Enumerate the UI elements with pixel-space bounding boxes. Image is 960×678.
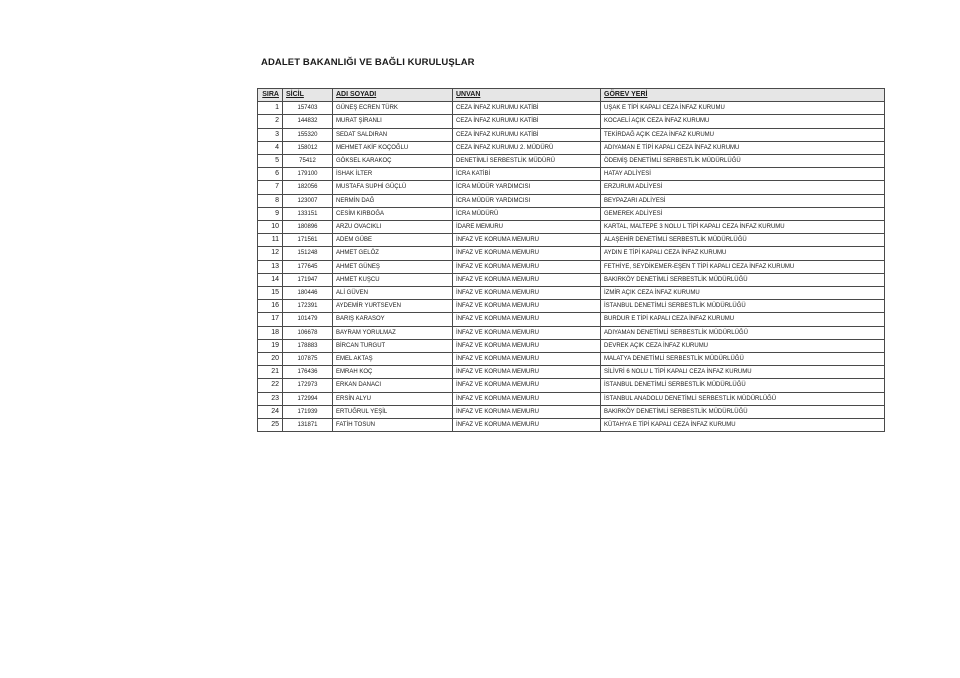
cell-sira: 17 — [258, 313, 283, 326]
cell-gorev-yeri: MALATYA DENETİMLİ SERBESTLİK MÜDÜRLÜĞÜ — [601, 353, 885, 366]
cell-gorev-yeri: İZMİR AÇIK CEZA İNFAZ KURUMU — [601, 287, 885, 300]
cell-unvan: İNFAZ VE KORUMA MEMURU — [453, 234, 601, 247]
cell-sicil: 171939 — [283, 405, 333, 418]
cell-sicil: 101479 — [283, 313, 333, 326]
cell-unvan: İNFAZ VE KORUMA MEMURU — [453, 419, 601, 432]
cell-adi-soyadi: BARIŞ KARASOY — [333, 313, 453, 326]
cell-gorev-yeri: ÖDEMİŞ DENETİMLİ SERBESTLİK MÜDÜRLÜĞÜ — [601, 155, 885, 168]
cell-adi-soyadi: NERMİN DAĞ — [333, 194, 453, 207]
header-sira: SIRA — [258, 89, 283, 102]
cell-sira: 18 — [258, 326, 283, 339]
cell-gorev-yeri: KARTAL, MALTEPE 3 NOLU L TİPİ KAPALI CEZA İNFAZ KURUMU — [601, 221, 885, 234]
table-row — [258, 181, 885, 194]
cell-unvan: İNFAZ VE KORUMA MEMURU — [453, 326, 601, 339]
cell-gorev-yeri: FETHİYE, SEYDİKEMER-EŞEN T TİPİ KAPALI CEZA İNFAZ KURUMU — [601, 260, 885, 273]
table-row — [258, 207, 885, 220]
cell-adi-soyadi: BİRCAN TURGUT — [333, 339, 453, 352]
cell-sicil: 182056 — [283, 181, 333, 194]
cell-unvan: İNFAZ VE KORUMA MEMURU — [453, 273, 601, 286]
cell-adi-soyadi: ADEM GÜBE — [333, 234, 453, 247]
cell-sira: 10 — [258, 221, 283, 234]
personnel-table — [257, 88, 885, 432]
cell-sicil: 180896 — [283, 221, 333, 234]
cell-sicil: 157403 — [283, 102, 333, 115]
cell-adi-soyadi: ERKAN DANACI — [333, 379, 453, 392]
cell-adi-soyadi: ARZU OVACIKLI — [333, 221, 453, 234]
cell-gorev-yeri: ERZURUM ADLİYESİ — [601, 181, 885, 194]
table-row — [258, 419, 885, 432]
cell-sicil: 75412 — [283, 155, 333, 168]
cell-unvan: İCRA MÜDÜR YARDIMCISI — [453, 181, 601, 194]
cell-gorev-yeri: BURDUR E TİPİ KAPALI CEZA İNFAZ KURUMU — [601, 313, 885, 326]
cell-sira: 21 — [258, 366, 283, 379]
cell-unvan: İCRA MÜDÜRÜ — [453, 207, 601, 220]
cell-adi-soyadi: BAYRAM YORULMAZ — [333, 326, 453, 339]
cell-gorev-yeri: İSTANBUL ANADOLU DENETİMLİ SERBESTLİK MÜDÜRLÜĞÜ — [601, 392, 885, 405]
cell-unvan: CEZA İNFAZ KURUMU KATİBİ — [453, 115, 601, 128]
table-row — [258, 128, 885, 141]
cell-sira: 16 — [258, 300, 283, 313]
cell-gorev-yeri: ALAŞEHİR DENETİMLİ SERBESTLİK MÜDÜRLÜĞÜ — [601, 234, 885, 247]
table-row — [258, 194, 885, 207]
cell-gorev-yeri: UŞAK E TİPİ KAPALI CEZA İNFAZ KURUMU — [601, 102, 885, 115]
table-header-row — [258, 89, 885, 102]
cell-gorev-yeri: KOCAELİ AÇIK CEZA İNFAZ KURUMU — [601, 115, 885, 128]
cell-sicil: 107875 — [283, 353, 333, 366]
cell-unvan: İNFAZ VE KORUMA MEMURU — [453, 405, 601, 418]
cell-adi-soyadi: ERSİN ALYU — [333, 392, 453, 405]
cell-gorev-yeri: ADIYAMAN DENETİMLİ SERBESTLİK MÜDÜRLÜĞÜ — [601, 326, 885, 339]
cell-adi-soyadi: AYDEMİR YURTSEVEN — [333, 300, 453, 313]
cell-unvan: CEZA İNFAZ KURUMU KATİBİ — [453, 128, 601, 141]
cell-sira: 9 — [258, 207, 283, 220]
cell-sicil: 131871 — [283, 419, 333, 432]
cell-sicil: 151248 — [283, 247, 333, 260]
cell-sicil: 171947 — [283, 273, 333, 286]
cell-sicil: 171561 — [283, 234, 333, 247]
cell-gorev-yeri: SİLİVRİ 6 NOLU L TİPİ KAPALI CEZA İNFAZ KURUMU — [601, 366, 885, 379]
table-row — [258, 392, 885, 405]
cell-gorev-yeri: BAKIRKÖY DENETİMLİ SERBESTLİK MÜDÜRLÜĞÜ — [601, 405, 885, 418]
table-row — [258, 115, 885, 128]
table-row — [258, 260, 885, 273]
cell-unvan: İCRA MÜDÜR YARDIMCISI — [453, 194, 601, 207]
cell-sicil: 176436 — [283, 366, 333, 379]
cell-adi-soyadi: EMRAH KOÇ — [333, 366, 453, 379]
cell-gorev-yeri: GEMEREK ADLİYESİ — [601, 207, 885, 220]
cell-sicil: 158012 — [283, 141, 333, 154]
cell-adi-soyadi: MEHMET AKİF KOÇOĞLU — [333, 141, 453, 154]
cell-gorev-yeri: İSTANBUL DENETİMLİ SERBESTLİK MÜDÜRLÜĞÜ — [601, 300, 885, 313]
cell-gorev-yeri: AYDIN E TİPİ KAPALI CEZA İNFAZ KURUMU — [601, 247, 885, 260]
table-row — [258, 221, 885, 234]
cell-unvan: CEZA İNFAZ KURUMU 2. MÜDÜRÜ — [453, 141, 601, 154]
cell-adi-soyadi: SEDAT SALDIRAN — [333, 128, 453, 141]
cell-sira: 19 — [258, 339, 283, 352]
table-row — [258, 273, 885, 286]
cell-adi-soyadi: İSHAK İLTER — [333, 168, 453, 181]
table-row — [258, 155, 885, 168]
document-title: ADALET BAKANLIĞI VE BAĞLI KURULUŞLAR — [261, 57, 475, 68]
cell-sira: 1 — [258, 102, 283, 115]
cell-sicil: 172994 — [283, 392, 333, 405]
cell-gorev-yeri: DEVREK AÇIK CEZA İNFAZ KURUMU — [601, 339, 885, 352]
table-row — [258, 366, 885, 379]
cell-sira: 12 — [258, 247, 283, 260]
cell-adi-soyadi: AHMET GÜNEŞ — [333, 260, 453, 273]
cell-gorev-yeri: TEKİRDAĞ AÇIK CEZA İNFAZ KURUMU — [601, 128, 885, 141]
cell-sicil: 172973 — [283, 379, 333, 392]
cell-gorev-yeri: İSTANBUL DENETİMLİ SERBESTLİK MÜDÜRLÜĞÜ — [601, 379, 885, 392]
table-row — [258, 102, 885, 115]
cell-sira: 24 — [258, 405, 283, 418]
cell-sira: 11 — [258, 234, 283, 247]
cell-adi-soyadi: GÜNEŞ ECREN TÜRK — [333, 102, 453, 115]
cell-adi-soyadi: EMEL AKTAŞ — [333, 353, 453, 366]
table-row — [258, 405, 885, 418]
cell-sira: 4 — [258, 141, 283, 154]
cell-unvan: İNFAZ VE KORUMA MEMURU — [453, 366, 601, 379]
cell-sira: 25 — [258, 419, 283, 432]
cell-gorev-yeri: HATAY ADLİYESİ — [601, 168, 885, 181]
table-row — [258, 379, 885, 392]
cell-gorev-yeri: ADIYAMAN E TİPİ KAPALI CEZA İNFAZ KURUMU — [601, 141, 885, 154]
cell-unvan: CEZA İNFAZ KURUMU KATİBİ — [453, 102, 601, 115]
cell-sicil: 177645 — [283, 260, 333, 273]
cell-unvan: İCRA KATİBİ — [453, 168, 601, 181]
cell-adi-soyadi: CESİM KIRBOĞA — [333, 207, 453, 220]
cell-adi-soyadi: ALİ GÜVEN — [333, 287, 453, 300]
cell-sira: 15 — [258, 287, 283, 300]
cell-gorev-yeri: KÜTAHYA E TİPİ KAPALI CEZA İNFAZ KURUMU — [601, 419, 885, 432]
cell-sira: 3 — [258, 128, 283, 141]
table-row — [258, 313, 885, 326]
cell-adi-soyadi: GÖKSEL KARAKOÇ — [333, 155, 453, 168]
cell-unvan: İNFAZ VE KORUMA MEMURU — [453, 339, 601, 352]
cell-unvan: İNFAZ VE KORUMA MEMURU — [453, 353, 601, 366]
cell-unvan: İNFAZ VE KORUMA MEMURU — [453, 300, 601, 313]
cell-unvan: DENETİMLİ SERBESTLİK MÜDÜRÜ — [453, 155, 601, 168]
cell-sicil: 172391 — [283, 300, 333, 313]
cell-sicil: 179100 — [283, 168, 333, 181]
table-row — [258, 300, 885, 313]
cell-unvan: İDARE MEMURU — [453, 221, 601, 234]
cell-adi-soyadi: AHMET GELÖZ — [333, 247, 453, 260]
cell-unvan: İNFAZ VE KORUMA MEMURU — [453, 287, 601, 300]
cell-sira: 5 — [258, 155, 283, 168]
table-row — [258, 339, 885, 352]
cell-sira: 7 — [258, 181, 283, 194]
cell-adi-soyadi: ERTUĞRUL YEŞİL — [333, 405, 453, 418]
header-unvan: UNVAN — [453, 89, 601, 102]
cell-sicil: 144832 — [283, 115, 333, 128]
table-row — [258, 287, 885, 300]
cell-sira: 14 — [258, 273, 283, 286]
cell-sicil: 133151 — [283, 207, 333, 220]
cell-sira: 8 — [258, 194, 283, 207]
cell-unvan: İNFAZ VE KORUMA MEMURU — [453, 260, 601, 273]
cell-unvan: İNFAZ VE KORUMA MEMURU — [453, 313, 601, 326]
table-row — [258, 247, 885, 260]
cell-unvan: İNFAZ VE KORUMA MEMURU — [453, 379, 601, 392]
cell-sicil: 123007 — [283, 194, 333, 207]
cell-sira: 13 — [258, 260, 283, 273]
cell-adi-soyadi: FATİH TOSUN — [333, 419, 453, 432]
cell-gorev-yeri: BAKIRKÖY DENETİMLİ SERBESTLİK MÜDÜRLÜĞÜ — [601, 273, 885, 286]
cell-adi-soyadi: MURAT ŞİRANLI — [333, 115, 453, 128]
cell-sira: 23 — [258, 392, 283, 405]
cell-sira: 2 — [258, 115, 283, 128]
cell-unvan: İNFAZ VE KORUMA MEMURU — [453, 392, 601, 405]
table-row — [258, 141, 885, 154]
cell-sicil: 178883 — [283, 339, 333, 352]
table-row — [258, 168, 885, 181]
cell-sicil: 155320 — [283, 128, 333, 141]
cell-sira: 22 — [258, 379, 283, 392]
header-gorev-yeri: GÖREV YERİ — [601, 89, 885, 102]
table-row — [258, 353, 885, 366]
table-body — [258, 102, 885, 432]
cell-sira: 6 — [258, 168, 283, 181]
cell-adi-soyadi: MUSTAFA SUPHİ GÜÇLÜ — [333, 181, 453, 194]
cell-gorev-yeri: BEYPAZARI ADLİYESİ — [601, 194, 885, 207]
cell-sira: 20 — [258, 353, 283, 366]
header-sicil: SİCİL — [283, 89, 333, 102]
cell-adi-soyadi: AHMET KUŞCU — [333, 273, 453, 286]
cell-unvan: İNFAZ VE KORUMA MEMURU — [453, 247, 601, 260]
cell-sicil: 106678 — [283, 326, 333, 339]
header-adi-soyadi: ADI SOYADI — [333, 89, 453, 102]
table-row — [258, 234, 885, 247]
table-row — [258, 326, 885, 339]
cell-sicil: 180446 — [283, 287, 333, 300]
